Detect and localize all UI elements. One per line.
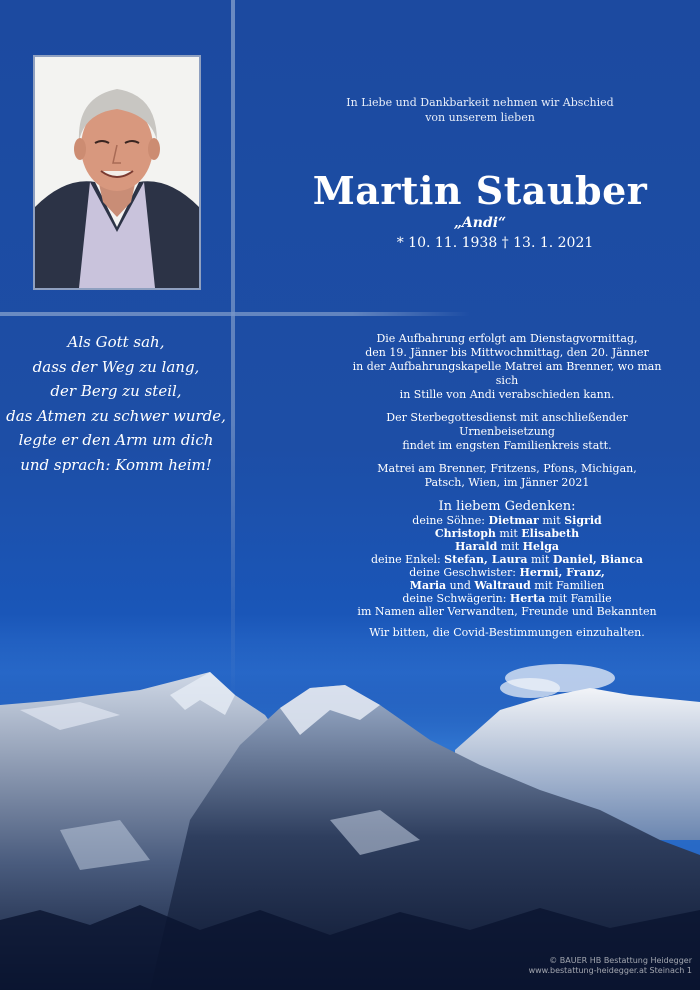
credit-line2: www.bestattung-heidegger.at Steinach 1 [528,966,692,975]
family-siblings-line: deine Geschwister: Hermi, Franz, [409,566,605,579]
poem [0,330,232,477]
place-date-line: Matrei am Brenner, Fritzens, Pfons, Michigan, [377,462,637,475]
deceased-name: Martin Stauber [312,168,648,213]
memory-heading: In liebem Gedenken: [438,499,576,514]
poem-line: dass der Weg zu lang, [32,357,200,376]
portrait-photo [33,55,201,290]
covid-notice: Wir bitten, die Covid-Bestimmungen einzuhalten. [369,626,645,639]
viewing-line: in Stille von Andi verabschieden kann. [399,388,615,401]
mountain-landscape-image [0,640,700,990]
funeral-home-credit [472,956,692,976]
place-date-line: Patsch, Wien, im Jänner 2021 [424,476,590,489]
funeral-info [350,332,664,618]
family-siblings-line: Maria und Waltraud mit Familien [409,579,605,592]
farewell-intro-line2: von unserem lieben [425,111,535,124]
life-dates: * 10. 11. 1938 † 13. 1. 2021 [396,235,594,251]
poem-line: Als Gott sah, [67,333,165,351]
viewing-line: in der Aufbahrungskapelle Matrei am Brenner, wo man sich [352,360,662,387]
family-sons-line: deine Söhne: Dietmar mit Sigrid [412,514,602,527]
farewell-intro [330,95,630,125]
poem-line: der Berg zu steil, [50,382,182,400]
service-line: findet im engsten Familienkreis statt. [402,439,612,452]
viewing-paragraph [350,332,664,402]
family-relatives-line: im Namen aller Verwandten, Freunde und Bekannten [357,605,657,618]
family-sons-line: Harald mit Helga [454,540,560,553]
poem-line: und sprach: Komm heim! [20,455,212,474]
service-line: Der Sterbegottesdienst mit anschließender Urnenbeisetzung [386,411,628,438]
poem-line: das Atmen zu schwer wurde, [6,406,226,425]
family-sister-in-law-line: deine Schwägerin: Herta mit Familie [402,592,612,605]
poem-line: legte er den Arm um dich [18,431,214,449]
credit-line1: © BAUER HB Bestattung Heidegger [549,956,692,965]
cross-horizontal-beam [0,312,470,316]
farewell-intro-line1: In Liebe und Dankbarkeit nehmen wir Abschied [346,96,614,109]
family-grandchildren-line: deine Enkel: Stefan, Laura mit Daniel, Bianca [371,553,643,566]
deceased-nickname: „Andi“ [453,215,507,231]
viewing-line: Die Aufbahrung erfolgt am Dienstagvormittag, [376,332,638,345]
family-list [350,514,664,618]
service-paragraph [350,411,664,453]
place-date-paragraph [350,462,664,490]
family-sons-line: Christoph mit Elisabeth [434,527,580,540]
viewing-line: den 19. Jänner bis Mittwochmittag, den 20. Jänner [365,346,649,359]
